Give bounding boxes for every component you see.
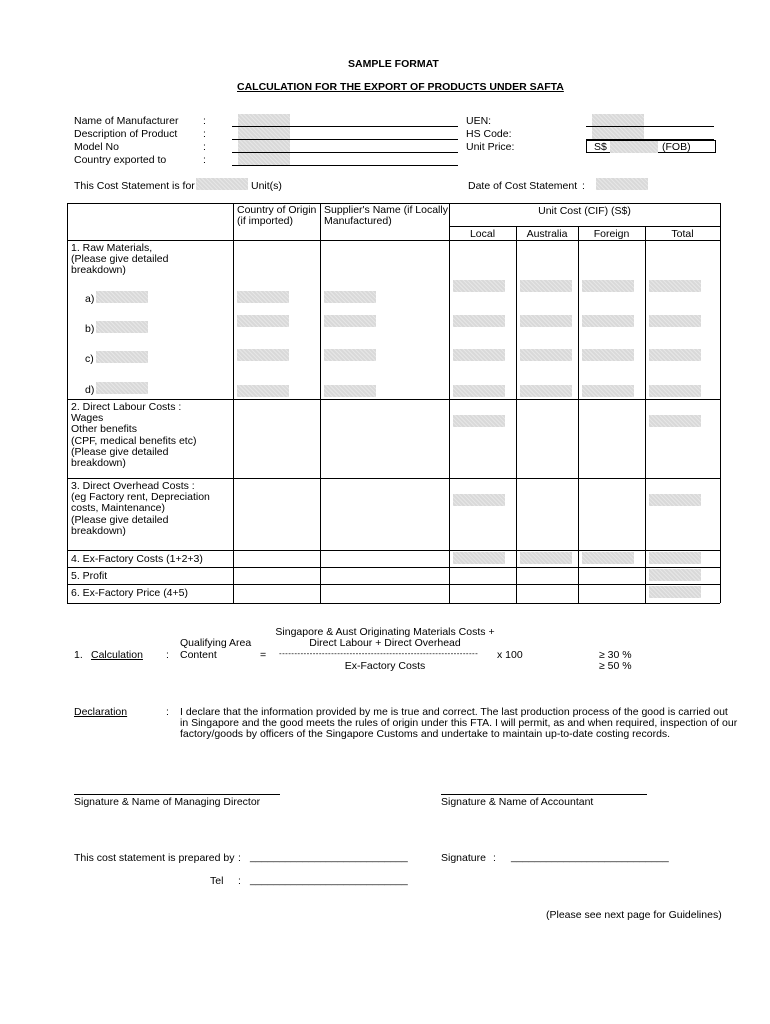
exfactory-australia-field[interactable] <box>520 552 572 564</box>
label-manufacturer: Name of Manufacturer <box>74 115 179 127</box>
local-c-field[interactable] <box>453 349 505 361</box>
row-profit: 5. Profit <box>71 570 108 582</box>
qa-line1: Qualifying Area <box>180 637 252 649</box>
total-d-field[interactable] <box>649 385 701 397</box>
calc-number: 1. <box>74 649 83 661</box>
foreign-b-field[interactable] <box>582 315 634 327</box>
signature-label: Signature <box>441 852 486 864</box>
col-foreign: Foreign <box>593 228 630 240</box>
numerator-line2: Direct Labour + Direct Overhead <box>309 637 461 649</box>
accountant-signature-label: Signature & Name of Accountant <box>441 796 594 808</box>
col-total: Total <box>671 228 694 240</box>
equals-sign: = <box>260 649 267 661</box>
label-uen: UEN: <box>466 115 492 127</box>
signature-colon: : <box>493 852 496 864</box>
row-ex-factory-costs: 4. Ex-Factory Costs (1+2+3) <box>71 553 203 565</box>
calc-label: Calculation <box>91 649 143 661</box>
row-direct-labour: 2. Direct Labour Costs : Wages Other benefits (CPF, medical benefits etc) (Please give detailed breakdown) <box>71 401 197 470</box>
prepared-by-colon: : <box>238 852 241 864</box>
labour-total-field[interactable] <box>649 415 701 427</box>
supplier-d-field[interactable] <box>324 385 376 397</box>
label-country-exported: Country exported to <box>74 154 167 166</box>
overhead-total-field[interactable] <box>649 494 701 506</box>
item-d-label: d) <box>85 384 95 396</box>
col-unit-cost-header: Unit Cost (CIF) (S$) <box>538 205 631 217</box>
item-b-label: b) <box>85 323 95 335</box>
tel-field[interactable]: ___________________________ <box>250 874 408 886</box>
country-underline <box>232 165 458 166</box>
uen-field[interactable] <box>592 114 644 126</box>
tel-label: Tel <box>210 875 224 887</box>
fraction-dashes: ----------------------------------------------------------------- <box>279 649 479 658</box>
row-ex-factory-price: 6. Ex-Factory Price (4+5) <box>71 587 188 599</box>
threshold-50: ≥ 50 % <box>599 660 632 672</box>
fob-label: (FOB) <box>662 141 691 153</box>
total-c-field[interactable] <box>649 349 701 361</box>
supplier-a-field[interactable] <box>324 291 376 303</box>
declaration-line1: I declare that the information provided by me is true and correct. The last production process of the good is carried out <box>180 706 728 718</box>
qa-line2: Content <box>180 649 217 661</box>
exfactory-foreign-field[interactable] <box>582 552 634 564</box>
numerator-line1: Singapore & Aust Originating Materials Costs + <box>275 626 495 638</box>
description-underline <box>232 139 458 140</box>
col-australia: Australia <box>526 228 568 240</box>
model-field[interactable] <box>238 140 290 152</box>
col-local: Local <box>469 228 496 240</box>
col-supplier-header: Supplier's Name (if Locally Manufactured) <box>324 204 448 228</box>
australia-b-field[interactable] <box>520 315 572 327</box>
units-label: Unit(s) <box>251 180 282 192</box>
threshold-30: ≥ 30 % <box>599 649 632 661</box>
declaration-line3: factory/goods by officers of the Singapore Customs and undertake to maintain up-to-date costing records. <box>180 728 671 740</box>
currency-label: S$ <box>594 141 607 153</box>
colon: : <box>203 141 206 153</box>
colon: : <box>203 128 206 140</box>
overhead-local-field[interactable] <box>453 494 505 506</box>
date-label: Date of Cost Statement <box>468 180 578 192</box>
foreign-d-field[interactable] <box>582 385 634 397</box>
calc-colon: : <box>166 649 169 661</box>
date-field[interactable] <box>596 178 648 190</box>
times-100: x 100 <box>497 649 523 661</box>
foreign-c-field[interactable] <box>582 349 634 361</box>
prepared-by-label: This cost statement is prepared by <box>74 852 235 864</box>
signature-field[interactable]: ___________________________ <box>511 851 669 863</box>
accountant-signature-line[interactable] <box>441 794 647 795</box>
footer-note: (Please see next page for Guidelines) <box>546 909 722 921</box>
label-model: Model No <box>74 141 119 153</box>
local-b-field[interactable] <box>453 315 505 327</box>
declaration-label: Declaration <box>74 706 128 718</box>
local-d-field[interactable] <box>453 385 505 397</box>
label-hs-code: HS Code: <box>466 128 512 140</box>
item-c-field[interactable] <box>96 351 148 363</box>
declaration-colon: : <box>166 706 169 718</box>
foreign-a-field[interactable] <box>582 280 634 292</box>
cost-statement-label: This Cost Statement is for <box>74 180 195 192</box>
prepared-by-field[interactable]: ___________________________ <box>250 851 408 863</box>
total-b-field[interactable] <box>649 315 701 327</box>
country-d-field[interactable] <box>237 385 289 397</box>
tel-colon: : <box>238 875 241 887</box>
md-signature-label: Signature & Name of Managing Director <box>74 796 261 808</box>
uen-underline <box>586 126 714 127</box>
australia-a-field[interactable] <box>520 280 572 292</box>
country-b-field[interactable] <box>237 315 289 327</box>
declaration-line2: in Singapore and the good meets the rules of origin under this FTA. I will permit, as and when required, inspection of our <box>180 717 738 729</box>
price-total-field[interactable] <box>649 586 701 598</box>
profit-total-field[interactable] <box>649 569 701 581</box>
country-exported-field[interactable] <box>238 153 290 165</box>
exfactory-local-field[interactable] <box>453 552 505 564</box>
australia-c-field[interactable] <box>520 349 572 361</box>
model-underline <box>232 152 458 153</box>
row-raw-materials: 1. Raw Materials, (Please give detailed breakdown) <box>71 242 169 277</box>
total-a-field[interactable] <box>649 280 701 292</box>
md-signature-line[interactable] <box>74 794 280 795</box>
colon: : <box>203 154 206 166</box>
colon: : <box>582 180 585 192</box>
colon: : <box>203 115 206 127</box>
supplier-b-field[interactable] <box>324 315 376 327</box>
australia-d-field[interactable] <box>520 385 572 397</box>
manufacturer-field[interactable] <box>238 114 290 126</box>
supplier-c-field[interactable] <box>324 349 376 361</box>
item-b-field[interactable] <box>96 321 148 333</box>
hs-code-field[interactable] <box>592 127 644 139</box>
manufacturer-underline <box>232 126 458 127</box>
item-a-label: a) <box>85 293 95 305</box>
item-a-field[interactable] <box>96 291 148 303</box>
local-a-field[interactable] <box>453 280 505 292</box>
label-description: Description of Product <box>74 128 178 140</box>
label-unit-price: Unit Price: <box>466 141 515 153</box>
page-subtitle: CALCULATION FOR THE EXPORT OF PRODUCTS UNDER SAFTA <box>237 81 564 93</box>
item-c-label: c) <box>85 353 94 365</box>
exfactory-total-field[interactable] <box>649 552 701 564</box>
item-d-field[interactable] <box>96 382 148 394</box>
row-direct-overhead: 3. Direct Overhead Costs : (eg Factory rent, Depreciation costs, Maintenance) (Please give detailed breakdown) <box>71 480 210 537</box>
unit-price-field[interactable] <box>610 141 658 153</box>
units-field[interactable] <box>196 178 248 190</box>
col-country-header: Country of Origin (if imported) <box>237 204 317 228</box>
country-a-field[interactable] <box>237 291 289 303</box>
page-title: SAMPLE FORMAT <box>348 58 439 70</box>
denominator: Ex-Factory Costs <box>344 660 426 672</box>
description-field[interactable] <box>238 127 290 139</box>
country-c-field[interactable] <box>237 349 289 361</box>
labour-local-field[interactable] <box>453 415 505 427</box>
